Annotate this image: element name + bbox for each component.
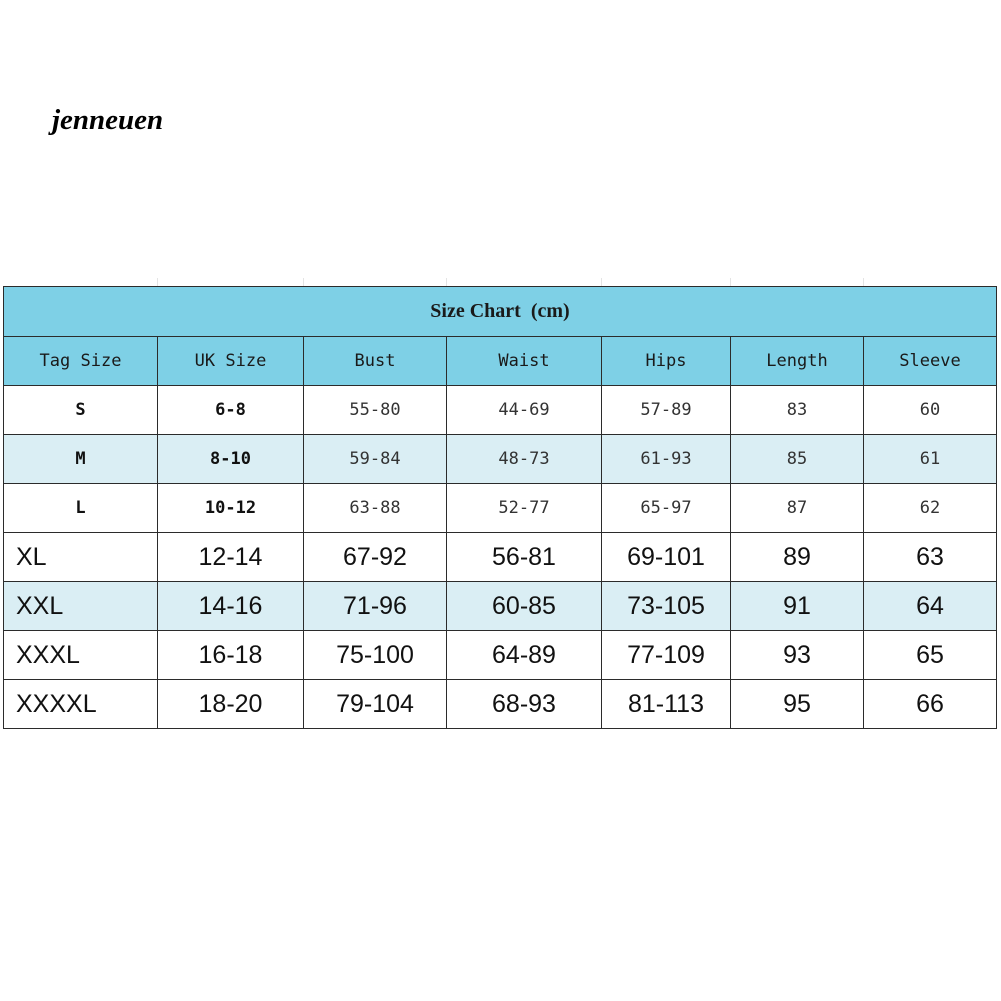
cell-uk-size: 14-16: [158, 582, 304, 631]
grid-line: [730, 278, 731, 286]
grid-line: [157, 278, 158, 286]
cell-sleeve: 61: [864, 435, 997, 484]
cell-tag-size: XL: [4, 533, 158, 582]
cell-hips: 69-101: [602, 533, 731, 582]
cell-tag-size: XXXL: [4, 631, 158, 680]
header-hips: Hips: [602, 337, 731, 386]
cell-uk-size: 8-10: [158, 435, 304, 484]
cell-waist: 60-85: [447, 582, 602, 631]
cell-tag-size: XXL: [4, 582, 158, 631]
table-title-row: [4, 287, 997, 337]
cell-length: 85: [731, 435, 864, 484]
cell-uk-size: 16-18: [158, 631, 304, 680]
size-chart-table: [3, 286, 997, 729]
cell-waist: 68-93: [447, 680, 602, 729]
cell-sleeve: 64: [864, 582, 997, 631]
cell-bust: 55-80: [304, 386, 447, 435]
cell-waist: 44-69: [447, 386, 602, 435]
cell-bust: 67-92: [304, 533, 447, 582]
cell-hips: 61-93: [602, 435, 731, 484]
cell-length: 91: [731, 582, 864, 631]
table-header-row: [4, 337, 997, 386]
cell-tag-size: M: [4, 435, 158, 484]
cell-tag-size: S: [4, 386, 158, 435]
table-title: Size Chart (cm): [4, 287, 997, 337]
cell-bust: 71-96: [304, 582, 447, 631]
cell-bust: 63-88: [304, 484, 447, 533]
grid-line: [303, 278, 304, 286]
table-row: [4, 631, 997, 680]
cell-uk-size: 18-20: [158, 680, 304, 729]
cell-uk-size: 12-14: [158, 533, 304, 582]
cell-length: 87: [731, 484, 864, 533]
cell-bust: 79-104: [304, 680, 447, 729]
brand-logo-text: jenneuen: [52, 104, 164, 136]
cell-tag-size: L: [4, 484, 158, 533]
table-row: [4, 582, 997, 631]
header-uk-size: UK Size: [158, 337, 304, 386]
header-tag-size: Tag Size: [4, 337, 158, 386]
grid-line: [863, 278, 864, 286]
cell-sleeve: 65: [864, 631, 997, 680]
table-row: [4, 533, 997, 582]
cell-hips: 57-89: [602, 386, 731, 435]
header-length: Length: [731, 337, 864, 386]
header-bust: Bust: [304, 337, 447, 386]
grid-line: [446, 278, 447, 286]
header-waist: Waist: [447, 337, 602, 386]
cell-sleeve: 62: [864, 484, 997, 533]
cell-waist: 64-89: [447, 631, 602, 680]
cell-length: 89: [731, 533, 864, 582]
table-row: [4, 386, 997, 435]
table-row: [4, 484, 997, 533]
cell-waist: 52-77: [447, 484, 602, 533]
grid-line: [601, 278, 602, 286]
cell-length: 95: [731, 680, 864, 729]
cell-waist: 48-73: [447, 435, 602, 484]
cell-length: 93: [731, 631, 864, 680]
cell-hips: 65-97: [602, 484, 731, 533]
table-row: [4, 680, 997, 729]
cell-uk-size: 6-8: [158, 386, 304, 435]
header-sleeve: Sleeve: [864, 337, 997, 386]
cell-waist: 56-81: [447, 533, 602, 582]
cell-sleeve: 66: [864, 680, 997, 729]
cell-length: 83: [731, 386, 864, 435]
cell-bust: 75-100: [304, 631, 447, 680]
cell-hips: 81-113: [602, 680, 731, 729]
table-row: [4, 435, 997, 484]
cell-uk-size: 10-12: [158, 484, 304, 533]
cell-sleeve: 63: [864, 533, 997, 582]
cell-bust: 59-84: [304, 435, 447, 484]
cell-sleeve: 60: [864, 386, 997, 435]
cell-hips: 73-105: [602, 582, 731, 631]
cell-tag-size: XXXXL: [4, 680, 158, 729]
cell-hips: 77-109: [602, 631, 731, 680]
